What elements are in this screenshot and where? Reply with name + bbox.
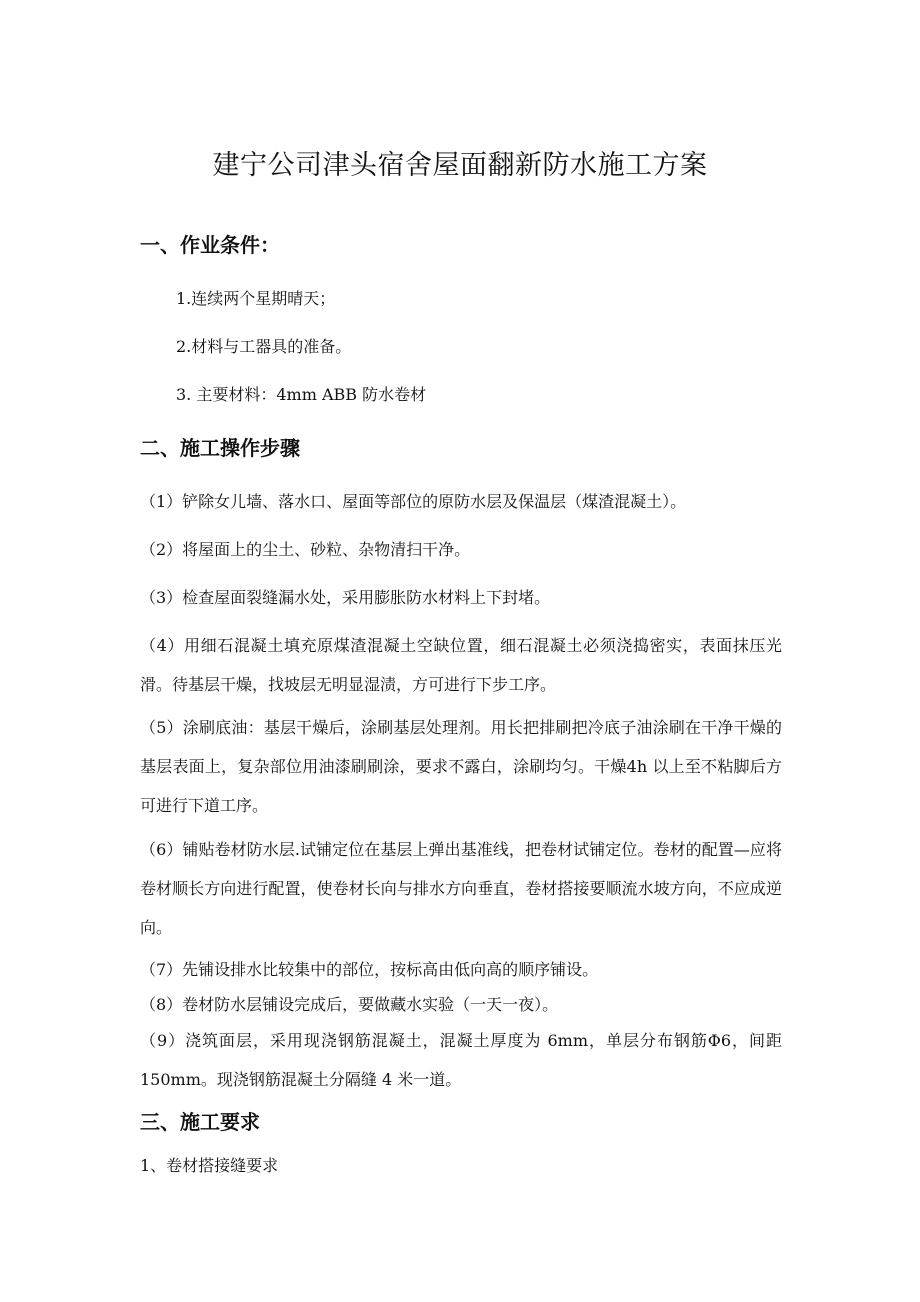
- section-heading-steps: 二、施工操作步骤: [140, 436, 300, 460]
- step-3: （3）检查屋面裂缝漏水处，采用膨胀防水材料上下封堵。: [140, 588, 551, 607]
- requirement-item-1: 1、卷材搭接缝要求: [140, 1156, 279, 1175]
- step-2: （2）将屋面上的尘土、砂粒、杂物清扫干净。: [140, 540, 471, 559]
- section-heading-requirements: 三、施工要求: [140, 1110, 260, 1134]
- step-9: （9）浇筑面层，采用现浇钢筋混凝土，混凝土厚度为 6mm，单层分布钢筋Φ6，间距 150mm。现浇钢筋混凝土分隔缝 4 米一道。: [140, 1031, 782, 1089]
- step-8: （8）卷材防水层铺设完成后，要做藏水实验（一天一夜）。: [140, 995, 559, 1014]
- step-1: （1）铲除女儿墙、落水口、屋面等部位的原防水层及保温层（煤渣混凝土）。: [140, 492, 687, 511]
- condition-item-3: 3. 主要材料：4mm ABB 防水卷材: [176, 385, 427, 404]
- step-6: （6）铺贴卷材防水层.试铺定位在基层上弹出基准线，把卷材试铺定位。卷材的配置—应将卷材顺长方向进行配置，使卷材长向与排水方向垂直，卷材搭接要顺流水坡方向，不应成逆向。: [140, 840, 782, 937]
- step-4: （4）用细石混凝土填充原煤渣混凝土空缺位置，细石混凝土必须浇捣密实，表面抹压光滑。待基层干燥，找坡层无明显湿渍，方可进行下步工序。: [140, 636, 782, 694]
- section-heading-conditions: 一、作业条件：: [140, 233, 280, 257]
- step-7: （7）先铺设排水比较集中的部位，按标高由低向高的顺序铺设。: [140, 960, 599, 979]
- condition-item-2: 2.材料与工器具的准备。: [176, 337, 352, 356]
- step-5: （5）涂刷底油：基层干燥后，涂刷基层处理剂。用长把排刷把冷底子油涂刷在干净干燥的基层表面上，复杂部位用油漆刷刷涂，要求不露白，涂刷均匀。干燥4h 以上至不粘脚后方可进行下道工序。: [140, 718, 782, 815]
- condition-item-1: 1.连续两个星期晴天；: [176, 289, 336, 308]
- document-title: 建宁公司津头宿舍屋面翻新防水施工方案: [212, 150, 708, 181]
